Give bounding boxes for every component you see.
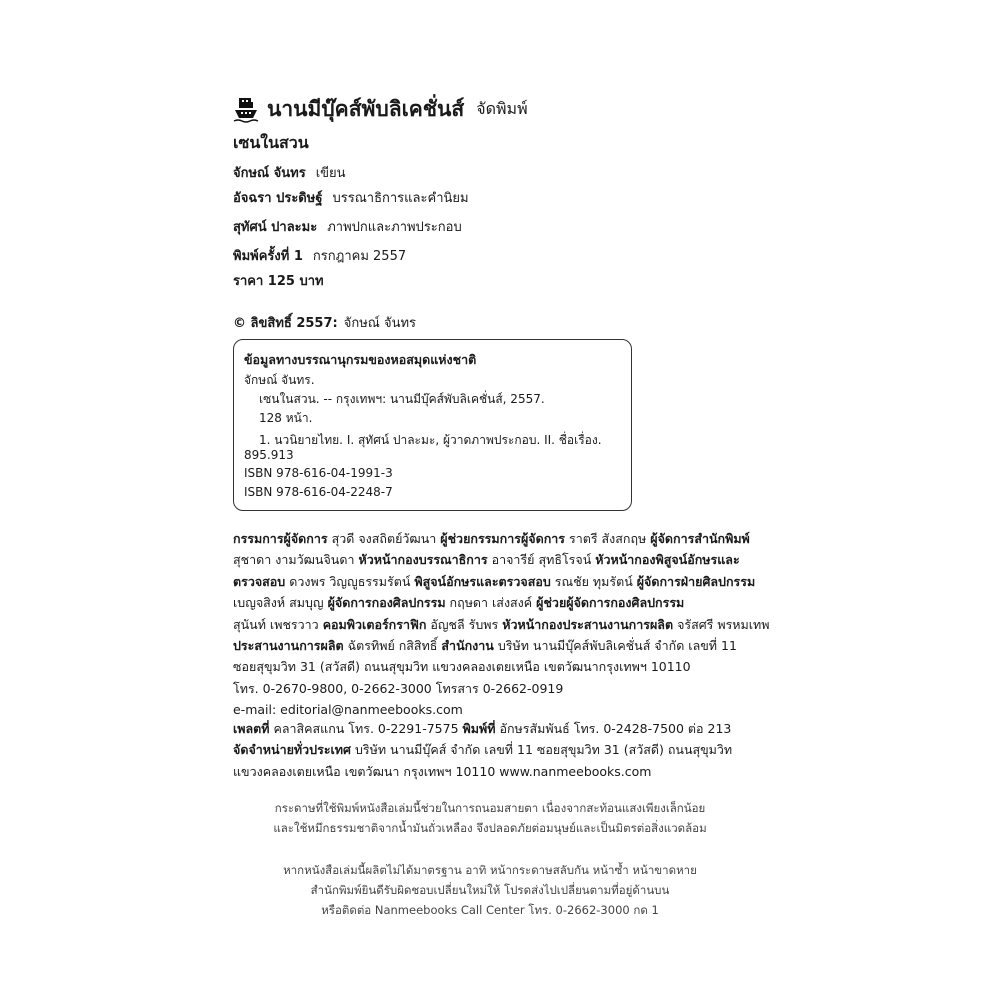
note-line: กระดาษที่ใช้พิมพ์หนังสือเล่มนี้ช่วยในการถนอมสายตา เนื่องจากสะท้อนแสงเพียงเล็กน้อย — [274, 801, 706, 815]
paper-note — [200, 798, 780, 838]
note-line: และใช้หมึกธรรมชาติจากน้ำมันถั่วเหลือง จึงปลอดภัยต่อมนุษย์และเป็นมิตรต่อสิ่งแวดล้อม — [273, 821, 707, 835]
publisher-header — [233, 92, 528, 126]
print-line: เพลตที่ คลาสิคสแกน โทร. 0-2291-7575 พิมพ์ที่ อักษรสัมพันธ์ โทร. 0-2428-7500 ต่อ 213 — [233, 721, 732, 736]
credit-editor: อัจฉรา ประดิษฐ์ บรรณาธิการและคำนิยม — [233, 191, 469, 206]
publisher-name: นานมีบุ๊คส์พับลิเคชั่นส์ — [267, 96, 465, 121]
cataloging-box — [233, 339, 632, 511]
copyright-line: © ลิขสิทธิ์ 2557: จักษณ์ จันทร — [233, 316, 417, 331]
staff-line: เบญจสิงห์ สมบุญ ผู้จัดการกองศิลปกรรม กฤษดา เส่งสงค์ ผู้ช่วยผู้จัดการกองศิลปกรรม — [233, 595, 685, 611]
credit-author: จักษณ์ จันทร เขียน — [233, 166, 346, 181]
staff-line: e-mail: editorial@nanmeebooks.com — [233, 702, 463, 718]
cip-line: 895.913 — [244, 448, 294, 462]
credit-illustrator: สุทัศน์ ปาละมะ ภาพปกและภาพประกอบ — [233, 220, 462, 235]
cip-line: เซนในสวน. -- กรุงเทพฯ: นานมีบุ๊คส์พับลิเคชั่นส์, 2557. — [259, 392, 545, 406]
staff-line: โทร. 0-2670-9800, 0-2662-3000 โทรสาร 0-2662-0919 — [233, 680, 564, 696]
cip-isbn: ISBN 978-616-04-2248-7 — [244, 485, 393, 499]
cip-isbn: ISBN 978-616-04-1991-3 — [244, 466, 393, 480]
staff-line: ประสานงานการผลิต ฉัตรทิพย์ กสิสิทธิ์ สำนักงาน บริษัท นานมีบุ๊คส์พับลิเคชั่นส์ จำกัด เลขที่ 11 — [233, 637, 737, 653]
defect-note — [200, 860, 780, 920]
credit-edition: พิมพ์ครั้งที่ 1 กรกฎาคม 2557 — [233, 249, 407, 264]
staff-line: สุนันท์ เพชรวาว คอมพิวเตอร์กราฟิก อัญชลี รับพร หัวหน้ากองประสานงานการผลิต จรัสศรี พรหมเทพ — [233, 616, 770, 632]
note-line: หากหนังสือเล่มนี้ผลิตไม่ได้มาตรฐาน อาทิ หน้ากระดาษสลับกัน หน้าซ้ำ หน้าขาดหาย — [283, 863, 697, 877]
book-title: เซนในสวน — [233, 133, 309, 152]
print-line: แขวงคลองเตยเหนือ เขตวัฒนา กรุงเทพฯ 10110 www.nanmeebooks.com — [233, 763, 652, 779]
staff-line: สุชาดา งามวัฒนจินดา หัวหน้ากองบรรณาธิการ อาจารีย์ สุทธิโรจน์ หัวหน้ากองพิสูจน์อักษรและ — [233, 552, 740, 568]
printing-distribution — [233, 718, 732, 782]
publisher-suffix: จัดพิมพ์ — [476, 98, 528, 118]
ship-icon — [233, 94, 259, 124]
note-line: สำนักพิมพ์ยินดีรับผิดชอบเปลี่ยนใหม่ให้ โปรดส่งไปเปลี่ยนตามที่อยู่ด้านบน — [310, 883, 670, 897]
staff-credits — [233, 528, 770, 721]
cip-title: ข้อมูลทางบรรณานุกรมของหอสมุดแห่งชาติ — [244, 352, 477, 367]
note-line: หรือติดต่อ Nanmeebooks Call Center โทร. 0-2662-3000 กด 1 — [321, 903, 659, 917]
credit-price: ราคา 125 บาท — [233, 274, 324, 289]
cip-line: 128 หน้า. — [259, 411, 313, 425]
cip-line: จักษณ์ จันทร. — [244, 373, 315, 387]
staff-line: กรรมการผู้จัดการ สุวดี จงสถิตย์วัฒนา ผู้ช่วยกรรมการผู้จัดการ ราตรี สังสกฤษ ผู้จัดการสำนักพิมพ์ — [233, 531, 750, 546]
staff-line: ซอยสุขุมวิท 31 (สวัสดี) ถนนสุขุมวิท แขวงคลองเตยเหนือ เขตวัฒนากรุงเทพฯ 10110 — [233, 659, 691, 675]
staff-line: ตรวจสอบ ดวงพร วิญญูธรรมรัตน์ พิสูจน์อักษรและตรวจสอบ รณชัย ทุมรัตน์ ผู้จัดการฝ่ายศิลปกรรม — [233, 573, 756, 589]
cip-line: 1. นวนิยายไทย. I. สุทัศน์ ปาละมะ, ผู้วาดภาพประกอบ. II. ชื่อเรื่อง. — [259, 433, 602, 447]
print-line: จัดจำหน่ายทั่วประเทศ บริษัท นานมีบุ๊คส์ จำกัด เลขที่ 11 ซอยสุขุมวิท 31 (สวัสดี) ถนนสุขุมวิท — [233, 742, 733, 758]
